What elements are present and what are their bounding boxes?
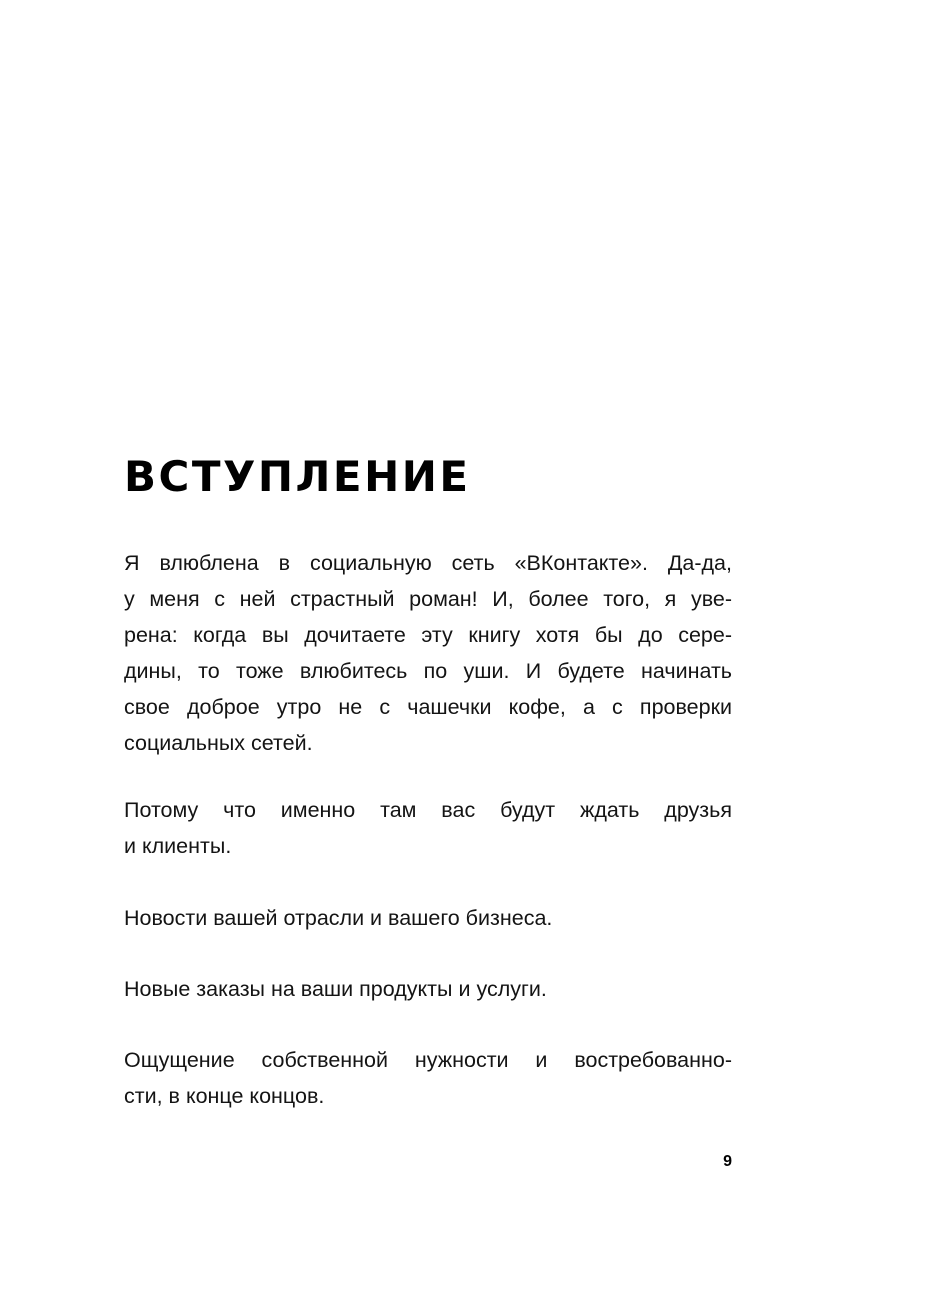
paragraph-line: Потому что именно там вас будут ждать друзья xyxy=(124,798,732,822)
paragraph-line: Я влюблена в социальную сеть «ВКонтакте». Да-да, xyxy=(124,551,732,575)
paragraph-news xyxy=(124,900,732,936)
paragraph-line: свое доброе утро не с чашечки кофе, а с проверки xyxy=(124,695,732,719)
paragraph-line: Ощущение собственной нужности и востребованно- xyxy=(124,1048,732,1072)
paragraph-line: Новые заказы на ваши продукты и услуги. xyxy=(124,977,547,1001)
paragraph-intro xyxy=(124,545,732,761)
paragraph-line: у меня с ней страстный роман! И, более того, я уве- xyxy=(124,587,732,611)
paragraph-orders xyxy=(124,971,732,1007)
paragraph-line: рена: когда вы дочитаете эту книгу хотя бы до сере- xyxy=(124,623,732,647)
paragraph-demand xyxy=(124,1042,732,1114)
paragraph-line: сти, в конце концов. xyxy=(124,1084,325,1108)
page-number: 9 xyxy=(723,1153,732,1170)
paragraph-line: Новости вашей отрасли и вашего бизнеса. xyxy=(124,906,553,930)
paragraph-line: социальных сетей. xyxy=(124,731,313,755)
paragraph-line: и клиенты. xyxy=(124,834,232,858)
paragraph-line: дины, то тоже влюбитесь по уши. И будете начинать xyxy=(124,659,732,683)
paragraph-friends xyxy=(124,792,732,864)
chapter-heading: ВСТУПЛЕНИЕ xyxy=(124,452,471,501)
